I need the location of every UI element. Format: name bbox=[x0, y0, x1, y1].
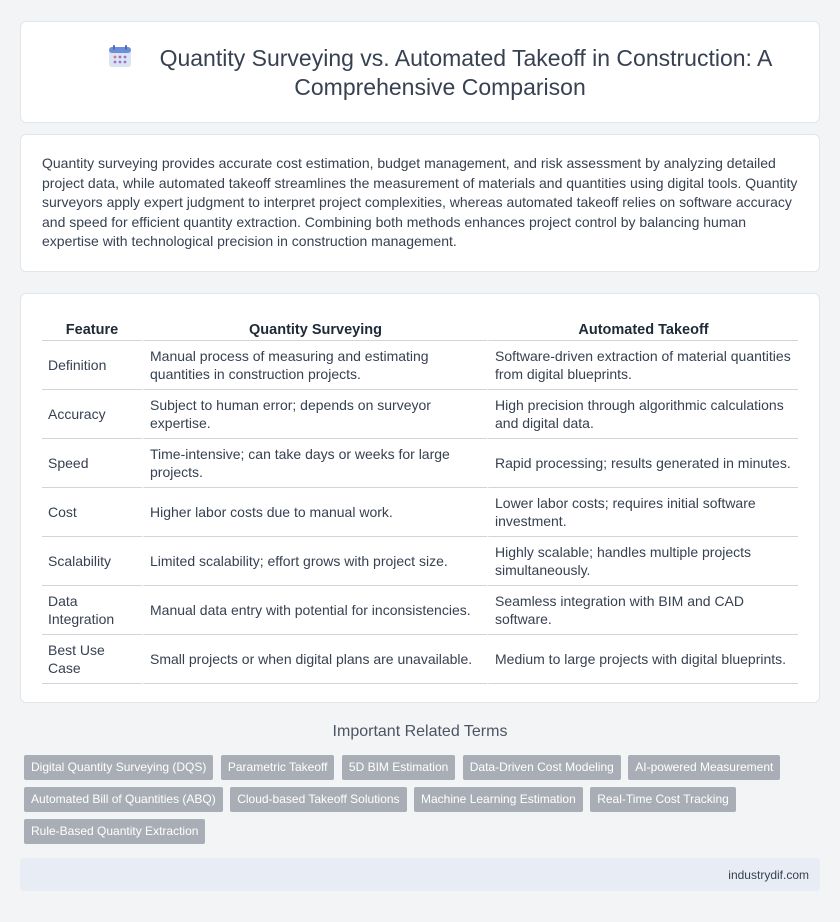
automated-takeoff-cell: Lower labor costs; requires initial software investment. bbox=[487, 488, 798, 537]
table-row bbox=[42, 635, 798, 684]
quantity-surveying-cell: Subject to human error; depends on surveyor expertise. bbox=[142, 390, 487, 439]
table-row bbox=[42, 586, 798, 635]
title-wrap bbox=[81, 44, 799, 102]
intro-paragraph: Quantity surveying provides accurate cost estimation, budget management, and risk assessment by analyzing detailed project data, while automated takeoff streamlines the measurement of materials and quantities using digital tools. Quantity surveyors apply expert judgment to interpret project complexities, whereas automated takeoff relies on software accuracy and speed for efficient quantity extraction. Combining both methods enhances project control by balancing human expertise with technological precision in construction management. bbox=[42, 155, 798, 250]
quantity-surveying-cell: Higher labor costs due to manual work. bbox=[142, 488, 487, 537]
related-term-tag[interactable]: AI-powered Measurement bbox=[628, 755, 780, 780]
header-automated-takeoff: Automated Takeoff bbox=[487, 314, 798, 341]
related-term-tag[interactable]: Cloud-based Takeoff Solutions bbox=[230, 787, 406, 812]
footer bbox=[20, 858, 820, 891]
intro-card bbox=[20, 134, 820, 272]
feature-cell: Best Use Case bbox=[42, 635, 142, 684]
automated-takeoff-cell: Software-driven extraction of material quantities from digital blueprints. bbox=[487, 341, 798, 390]
table-row bbox=[42, 390, 798, 439]
related-term-tag[interactable]: Rule-Based Quantity Extraction bbox=[24, 819, 205, 844]
page-title-text: Quantity Surveying vs. Automated Takeoff in Construction: A Comprehensive Comparison bbox=[159, 45, 773, 100]
feature-cell: Scalability bbox=[42, 537, 142, 586]
related-term-tag[interactable]: Parametric Takeoff bbox=[221, 755, 335, 780]
automated-takeoff-cell: High precision through algorithmic calculations and digital data. bbox=[487, 390, 798, 439]
related-term-tag[interactable]: Digital Quantity Surveying (DQS) bbox=[24, 755, 213, 780]
comparison-card bbox=[20, 293, 820, 703]
header-quantity-surveying: Quantity Surveying bbox=[142, 314, 487, 341]
table-row bbox=[42, 439, 798, 488]
quantity-surveying-cell: Time-intensive; can take days or weeks for large projects. bbox=[142, 439, 487, 488]
table-row bbox=[42, 537, 798, 586]
related-terms-tags bbox=[24, 755, 804, 851]
table-header-row bbox=[42, 314, 798, 341]
automated-takeoff-cell: Seamless integration with BIM and CAD software. bbox=[487, 586, 798, 635]
header-card bbox=[20, 21, 820, 123]
related-term-tag[interactable]: Automated Bill of Quantities (ABQ) bbox=[24, 787, 223, 812]
quantity-surveying-cell: Manual process of measuring and estimating quantities in construction projects. bbox=[142, 341, 487, 390]
feature-cell: Speed bbox=[42, 439, 142, 488]
quantity-surveying-cell: Manual data entry with potential for inconsistencies. bbox=[142, 586, 487, 635]
related-term-tag[interactable]: Real-Time Cost Tracking bbox=[590, 787, 736, 812]
feature-cell: Accuracy bbox=[42, 390, 142, 439]
related-term-tag[interactable]: 5D BIM Estimation bbox=[342, 755, 455, 780]
page-title bbox=[81, 44, 799, 102]
footer-site-link[interactable]: industrydif.com bbox=[728, 868, 809, 882]
calendar-icon bbox=[108, 45, 132, 69]
automated-takeoff-cell: Medium to large projects with digital blueprints. bbox=[487, 635, 798, 684]
table-row bbox=[42, 341, 798, 390]
related-term-tag[interactable]: Data-Driven Cost Modeling bbox=[463, 755, 621, 780]
quantity-surveying-cell: Limited scalability; effort grows with project size. bbox=[142, 537, 487, 586]
feature-cell: Definition bbox=[42, 341, 142, 390]
header-feature: Feature bbox=[42, 314, 142, 341]
comparison-table bbox=[42, 314, 798, 684]
feature-cell: Cost bbox=[42, 488, 142, 537]
table-row bbox=[42, 488, 798, 537]
automated-takeoff-cell: Highly scalable; handles multiple projects simultaneously. bbox=[487, 537, 798, 586]
related-term-tag[interactable]: Machine Learning Estimation bbox=[414, 787, 583, 812]
feature-cell: Data Integration bbox=[42, 586, 142, 635]
automated-takeoff-cell: Rapid processing; results generated in minutes. bbox=[487, 439, 798, 488]
related-terms-title: Important Related Terms bbox=[332, 723, 508, 740]
quantity-surveying-cell: Small projects or when digital plans are unavailable. bbox=[142, 635, 487, 684]
